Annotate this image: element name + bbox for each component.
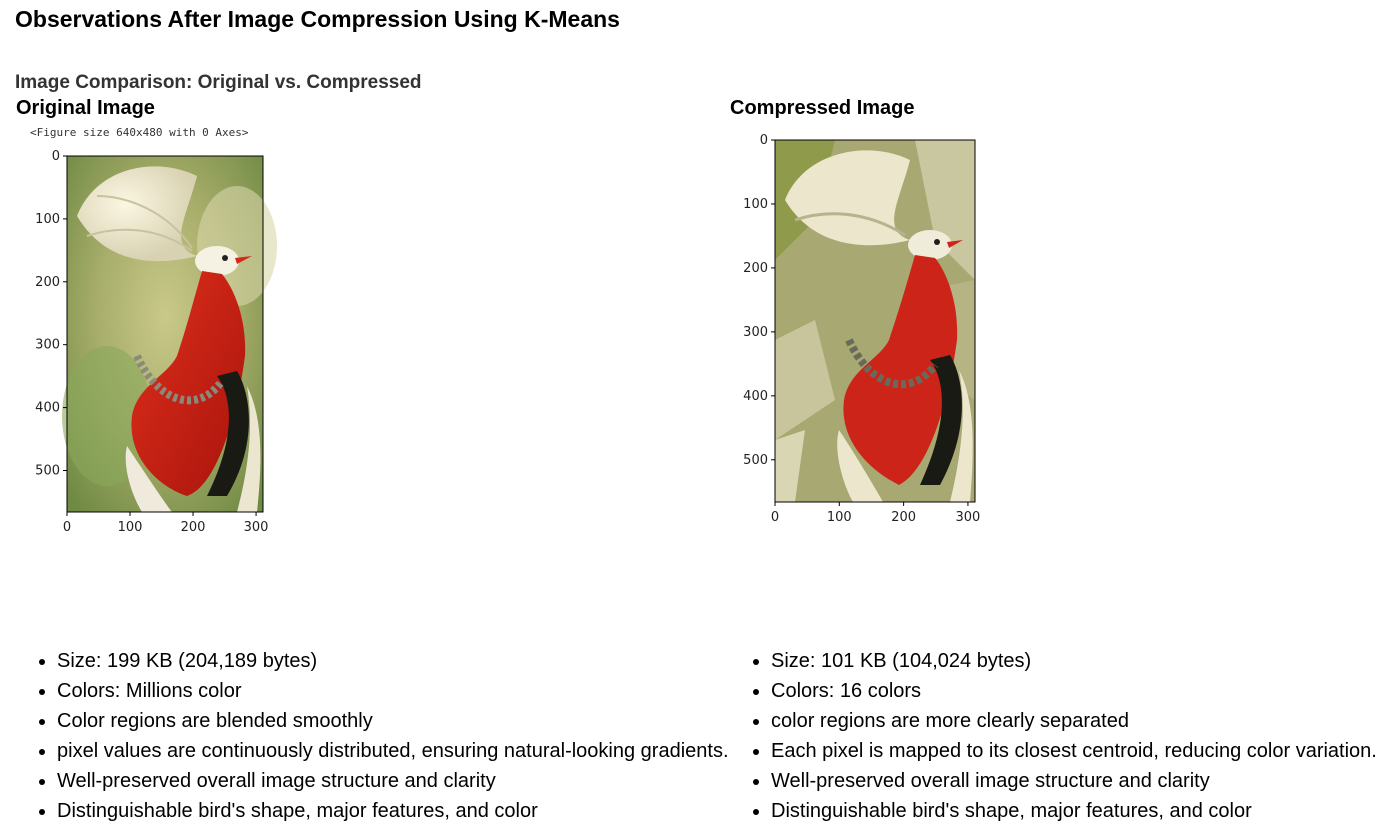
list-item: • Well-preserved overall image structure and clarity [57,766,729,796]
original-image-plot [16,144,286,536]
list-item: • Distinguishable bird's shape, major features, and color [771,796,1377,826]
x-tick-label: 100 [826,510,852,525]
x-tick-label: 300 [955,510,981,525]
page-title: Observations After Image Compression Using K-Means [15,6,620,32]
list-item: • color regions are more clearly separated [771,706,1377,736]
y-tick-label: 300 [35,337,60,353]
y-tick-label: 500 [35,463,60,479]
list-item: • Each pixel is mapped to its closest centroid, reducing color variation. [771,736,1377,766]
list-item: • Colors: Millions color [57,676,729,706]
compressed-image-axes [730,128,1000,525]
y-tick-label: 200 [743,260,768,276]
section-title: Image Comparison: Original vs. Compressed [15,72,422,93]
list-item: • Distinguishable bird's shape, major features, and color [57,796,729,826]
compressed-image-title: Compressed Image [730,97,915,119]
y-tick-label: 200 [35,274,60,290]
list-item: • Well-preserved overall image structure and clarity [771,766,1377,796]
y-tick-label: 300 [743,324,768,340]
x-tick-label: 0 [770,510,780,525]
x-tick-label: 200 [180,520,206,535]
bird-image-original [62,156,277,512]
list-item: • Size: 199 KB (204,189 bytes) [57,646,729,676]
x-tick-label: 100 [117,520,143,535]
bird-image-compressed [775,140,975,502]
original-image-title: Original Image [16,97,155,119]
compressed-column [730,96,1385,822]
x-tick-label: 200 [891,510,917,525]
x-tick-label: 300 [243,520,269,535]
compressed-observations-list [750,646,1377,826]
original-column [16,96,729,822]
figure-size-note: <Figure size 640x480 with 0 Axes> [30,126,249,139]
list-item: • Color regions are blended smoothly [57,706,729,736]
list-item: • Size: 101 KB (104,024 bytes) [771,646,1377,676]
y-tick-label: 0 [759,133,768,148]
y-tick-label: 400 [743,388,768,404]
list-item: • Colors: 16 colors [771,676,1377,706]
y-tick-label: 500 [743,452,768,468]
list-item: • pixel values are continuously distributed, ensuring natural-looking gradients. [57,736,729,766]
y-tick-label: 400 [35,400,60,416]
y-tick-label: 100 [743,196,768,212]
y-tick-label: 100 [35,211,60,227]
x-tick-label: 0 [62,520,72,535]
y-tick-label: 0 [51,149,60,164]
original-image-axes [16,144,286,536]
original-observations-list [36,646,729,826]
compressed-image-plot [730,128,1000,525]
